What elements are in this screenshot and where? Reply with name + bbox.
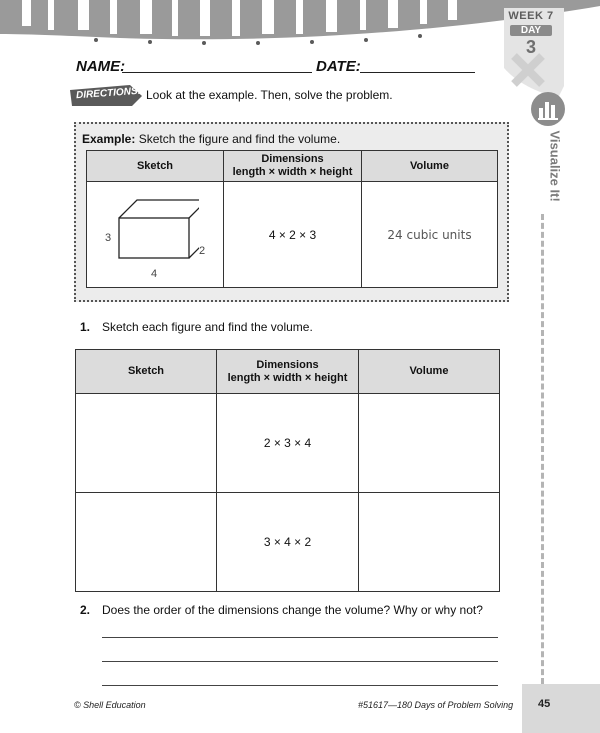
day-number: 3 bbox=[525, 37, 536, 57]
section-title: Visualize It! bbox=[547, 130, 563, 202]
column-header-volume: Volume bbox=[362, 151, 498, 182]
example-sketch-cell bbox=[87, 182, 224, 288]
answer-line[interactable] bbox=[102, 637, 498, 638]
footer-book-title: #51617—180 Days of Problem Solving bbox=[358, 700, 514, 710]
sketch-answer-cell[interactable] bbox=[76, 394, 217, 493]
column-header-dimensions: Dimensions length × width × height bbox=[217, 350, 359, 394]
rectangular-prism-sketch bbox=[107, 198, 199, 264]
directions-text: Look at the example. Then, solve the problem. bbox=[146, 88, 393, 102]
sketch-height-label: 3 bbox=[105, 232, 112, 244]
table-row bbox=[76, 493, 500, 592]
row-dimensions: 2 × 3 × 4 bbox=[217, 394, 359, 493]
question-1: 1. Sketch each figure and find the volume. bbox=[80, 320, 313, 334]
column-header-volume: Volume bbox=[359, 350, 500, 394]
sketch-width-label: 2 bbox=[199, 245, 206, 257]
day-label: DAY bbox=[510, 25, 552, 36]
row-dimensions: 3 × 4 × 2 bbox=[217, 493, 359, 592]
bar-chart-icon bbox=[531, 92, 565, 126]
column-header-sketch: Sketch bbox=[87, 151, 224, 182]
week-label: WEEK 7 bbox=[508, 10, 554, 22]
example-dimensions: 4 × 2 × 3 bbox=[224, 182, 362, 288]
footer-copyright: © Shell Education bbox=[74, 700, 146, 710]
sketch-length-label: 4 bbox=[151, 268, 158, 280]
date-label: DATE: bbox=[316, 58, 361, 75]
example-title: Example: Sketch the figure and find the volume. bbox=[82, 132, 341, 146]
page-number: 45 bbox=[538, 698, 551, 710]
sidebar-rule bbox=[541, 214, 545, 684]
answer-line[interactable] bbox=[102, 661, 498, 662]
volume-answer-cell[interactable] bbox=[359, 394, 500, 493]
answer-line[interactable] bbox=[102, 685, 498, 686]
name-field-line[interactable] bbox=[122, 72, 312, 73]
question-2: 2. Does the order of the dimensions change the volume? Why or why not? bbox=[80, 603, 483, 617]
directions-tag: DIRECTIONS: bbox=[75, 85, 142, 102]
page-tab bbox=[522, 684, 600, 733]
sketch-answer-cell[interactable] bbox=[76, 493, 217, 592]
table-row bbox=[76, 394, 500, 493]
date-field-line[interactable] bbox=[360, 72, 475, 73]
volume-answer-cell[interactable] bbox=[359, 493, 500, 592]
column-header-dimensions: Dimensions length × width × height bbox=[224, 151, 362, 182]
column-header-sketch: Sketch bbox=[76, 350, 217, 394]
name-label: NAME: bbox=[76, 58, 126, 75]
question-1-table bbox=[75, 349, 500, 592]
example-table bbox=[86, 150, 498, 288]
example-volume: 24 cubic units bbox=[362, 182, 498, 288]
